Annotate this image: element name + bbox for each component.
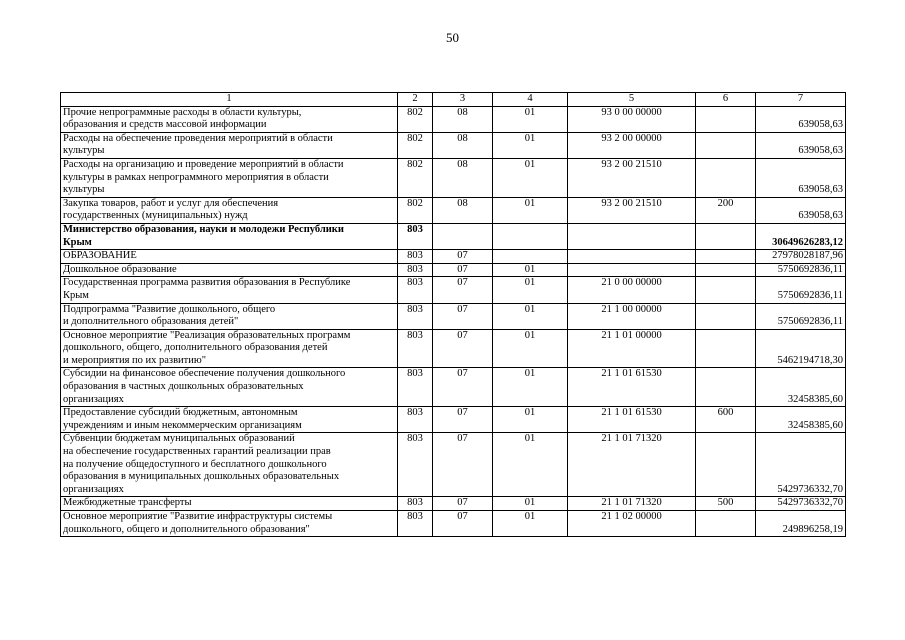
row-name-cell: Расходы на обеспечение проведения мероприятий в области культуры <box>61 132 398 158</box>
row-subsection-cell: 01 <box>493 158 568 197</box>
row-name-cell: Субсидии на финансовое обеспечение получения дошкольного образования в частных дошкольных образовательных организациях <box>61 368 398 407</box>
row-expense-type-cell: 200 <box>696 197 756 223</box>
row-target-article-cell: 93 2 00 21510 <box>568 197 696 223</box>
table-header-row <box>61 93 846 107</box>
row-target-article-cell: 21 1 01 61530 <box>568 407 696 433</box>
row-ministry-code-cell: 803 <box>398 263 433 277</box>
row-target-article-cell <box>568 263 696 277</box>
row-section-cell: 07 <box>433 368 493 407</box>
row-subsection-cell: 01 <box>493 303 568 329</box>
row-expense-type-cell <box>696 223 756 249</box>
row-subsection-cell: 01 <box>493 263 568 277</box>
table-row <box>61 329 846 368</box>
row-subsection-cell: 01 <box>493 197 568 223</box>
row-name-cell: Межбюджетные трансферты <box>61 497 398 511</box>
row-name-cell: Закупка товаров, работ и услуг для обеспечения государственных (муниципальных) нужд <box>61 197 398 223</box>
row-target-article-cell: 21 1 01 61530 <box>568 368 696 407</box>
row-expense-type-cell <box>696 132 756 158</box>
row-ministry-code-cell: 803 <box>398 303 433 329</box>
row-expense-type-cell <box>696 263 756 277</box>
row-expense-type-cell <box>696 511 756 537</box>
table-row <box>61 106 846 132</box>
row-expense-type-cell <box>696 433 756 497</box>
row-expense-type-cell <box>696 158 756 197</box>
column-header: 7 <box>756 93 846 107</box>
row-subsection-cell: 01 <box>493 497 568 511</box>
table-row <box>61 132 846 158</box>
row-ministry-code-cell: 803 <box>398 407 433 433</box>
row-name-cell: Подпрограмма "Развитие дошкольного, общего и дополнительного образования детей" <box>61 303 398 329</box>
budget-table <box>60 92 846 537</box>
row-expense-type-cell <box>696 277 756 303</box>
row-name-cell: Министерство образования, науки и молодежи Республики Крым <box>61 223 398 249</box>
row-expense-type-cell: 500 <box>696 497 756 511</box>
row-subsection-cell: 01 <box>493 277 568 303</box>
table-row <box>61 303 846 329</box>
row-name-cell: Прочие непрограммные расходы в области культуры, образования и средств массовой информации <box>61 106 398 132</box>
row-subsection-cell <box>493 250 568 264</box>
row-amount-cell: 32458385,60 <box>756 407 846 433</box>
row-target-article-cell: 21 1 01 00000 <box>568 329 696 368</box>
row-subsection-cell: 01 <box>493 329 568 368</box>
row-name-cell: Основное мероприятие "Реализация образовательных программ дошкольного, общего, дополнительного образования детей и мероприятия по их развитию" <box>61 329 398 368</box>
row-target-article-cell: 93 2 00 21510 <box>568 158 696 197</box>
row-ministry-code-cell: 803 <box>398 497 433 511</box>
row-expense-type-cell <box>696 106 756 132</box>
table-row <box>61 433 846 497</box>
row-subsection-cell: 01 <box>493 407 568 433</box>
table-row <box>61 368 846 407</box>
row-target-article-cell: 93 2 00 00000 <box>568 132 696 158</box>
row-ministry-code-cell: 803 <box>398 511 433 537</box>
row-amount-cell: 639058,63 <box>756 158 846 197</box>
row-name-cell: Субвенции бюджетам муниципальных образований на обеспечение государственных гарантий реализации прав на получение общедоступного и бесплатного дошкольного образования в муниципальных дошкольных образовательных организациях <box>61 433 398 497</box>
column-header: 4 <box>493 93 568 107</box>
row-expense-type-cell: 600 <box>696 407 756 433</box>
row-expense-type-cell <box>696 368 756 407</box>
row-section-cell: 08 <box>433 132 493 158</box>
row-section-cell <box>433 223 493 249</box>
row-name-cell: ОБРАЗОВАНИЕ <box>61 250 398 264</box>
row-name-cell: Дошкольное образование <box>61 263 398 277</box>
row-ministry-code-cell: 802 <box>398 158 433 197</box>
row-section-cell: 08 <box>433 106 493 132</box>
row-name-cell: Расходы на организацию и проведение мероприятий в области культуры в рамках непрограммного мероприятия в области культуры <box>61 158 398 197</box>
row-target-article-cell: 93 0 00 00000 <box>568 106 696 132</box>
row-amount-cell: 30649626283,12 <box>756 223 846 249</box>
row-ministry-code-cell: 803 <box>398 433 433 497</box>
table-row <box>61 497 846 511</box>
row-section-cell: 07 <box>433 303 493 329</box>
row-subsection-cell: 01 <box>493 433 568 497</box>
row-name-cell: Основное мероприятие "Развитие инфраструктуры системы дошкольного, общего и дополнительного образования" <box>61 511 398 537</box>
row-expense-type-cell <box>696 303 756 329</box>
row-amount-cell: 639058,63 <box>756 197 846 223</box>
row-target-article-cell: 21 1 02 00000 <box>568 511 696 537</box>
column-header: 3 <box>433 93 493 107</box>
row-expense-type-cell <box>696 329 756 368</box>
row-target-article-cell <box>568 250 696 264</box>
table-row <box>61 511 846 537</box>
row-amount-cell: 249896258,19 <box>756 511 846 537</box>
table-row <box>61 277 846 303</box>
row-amount-cell: 5750692836,11 <box>756 263 846 277</box>
row-target-article-cell <box>568 223 696 249</box>
column-header: 2 <box>398 93 433 107</box>
row-ministry-code-cell: 803 <box>398 368 433 407</box>
row-target-article-cell: 21 1 01 71320 <box>568 433 696 497</box>
row-section-cell: 07 <box>433 277 493 303</box>
row-section-cell: 07 <box>433 250 493 264</box>
row-ministry-code-cell: 803 <box>398 277 433 303</box>
row-amount-cell: 639058,63 <box>756 106 846 132</box>
row-section-cell: 07 <box>433 433 493 497</box>
row-amount-cell: 5462194718,30 <box>756 329 846 368</box>
row-section-cell: 07 <box>433 263 493 277</box>
row-section-cell: 07 <box>433 407 493 433</box>
table-row <box>61 263 846 277</box>
table-row <box>61 197 846 223</box>
table-row <box>61 407 846 433</box>
row-section-cell: 08 <box>433 158 493 197</box>
row-subsection-cell: 01 <box>493 106 568 132</box>
row-ministry-code-cell: 802 <box>398 197 433 223</box>
row-amount-cell: 32458385,60 <box>756 368 846 407</box>
row-subsection-cell: 01 <box>493 511 568 537</box>
row-target-article-cell: 21 0 00 00000 <box>568 277 696 303</box>
row-amount-cell: 5429736332,70 <box>756 433 846 497</box>
column-header: 5 <box>568 93 696 107</box>
row-amount-cell: 639058,63 <box>756 132 846 158</box>
row-ministry-code-cell: 802 <box>398 106 433 132</box>
table-row <box>61 158 846 197</box>
row-amount-cell: 27978028187,96 <box>756 250 846 264</box>
row-ministry-code-cell: 803 <box>398 250 433 264</box>
row-expense-type-cell <box>696 250 756 264</box>
table-row <box>61 223 846 249</box>
row-section-cell: 07 <box>433 511 493 537</box>
row-section-cell: 08 <box>433 197 493 223</box>
column-header: 1 <box>61 93 398 107</box>
row-name-cell: Предоставление субсидий бюджетным, автономным учреждениям и иным некоммерческим организациям <box>61 407 398 433</box>
row-subsection-cell: 01 <box>493 368 568 407</box>
row-section-cell: 07 <box>433 497 493 511</box>
row-ministry-code-cell: 803 <box>398 223 433 249</box>
column-header: 6 <box>696 93 756 107</box>
row-amount-cell: 5429736332,70 <box>756 497 846 511</box>
row-target-article-cell: 21 1 00 00000 <box>568 303 696 329</box>
row-subsection-cell <box>493 223 568 249</box>
row-amount-cell: 5750692836,11 <box>756 303 846 329</box>
page-number: 50 <box>446 30 459 45</box>
row-amount-cell: 5750692836,11 <box>756 277 846 303</box>
row-ministry-code-cell: 802 <box>398 132 433 158</box>
row-target-article-cell: 21 1 01 71320 <box>568 497 696 511</box>
row-name-cell: Государственная программа развития образования в Республике Крым <box>61 277 398 303</box>
table-row <box>61 250 846 264</box>
row-subsection-cell: 01 <box>493 132 568 158</box>
row-ministry-code-cell: 803 <box>398 329 433 368</box>
row-section-cell: 07 <box>433 329 493 368</box>
